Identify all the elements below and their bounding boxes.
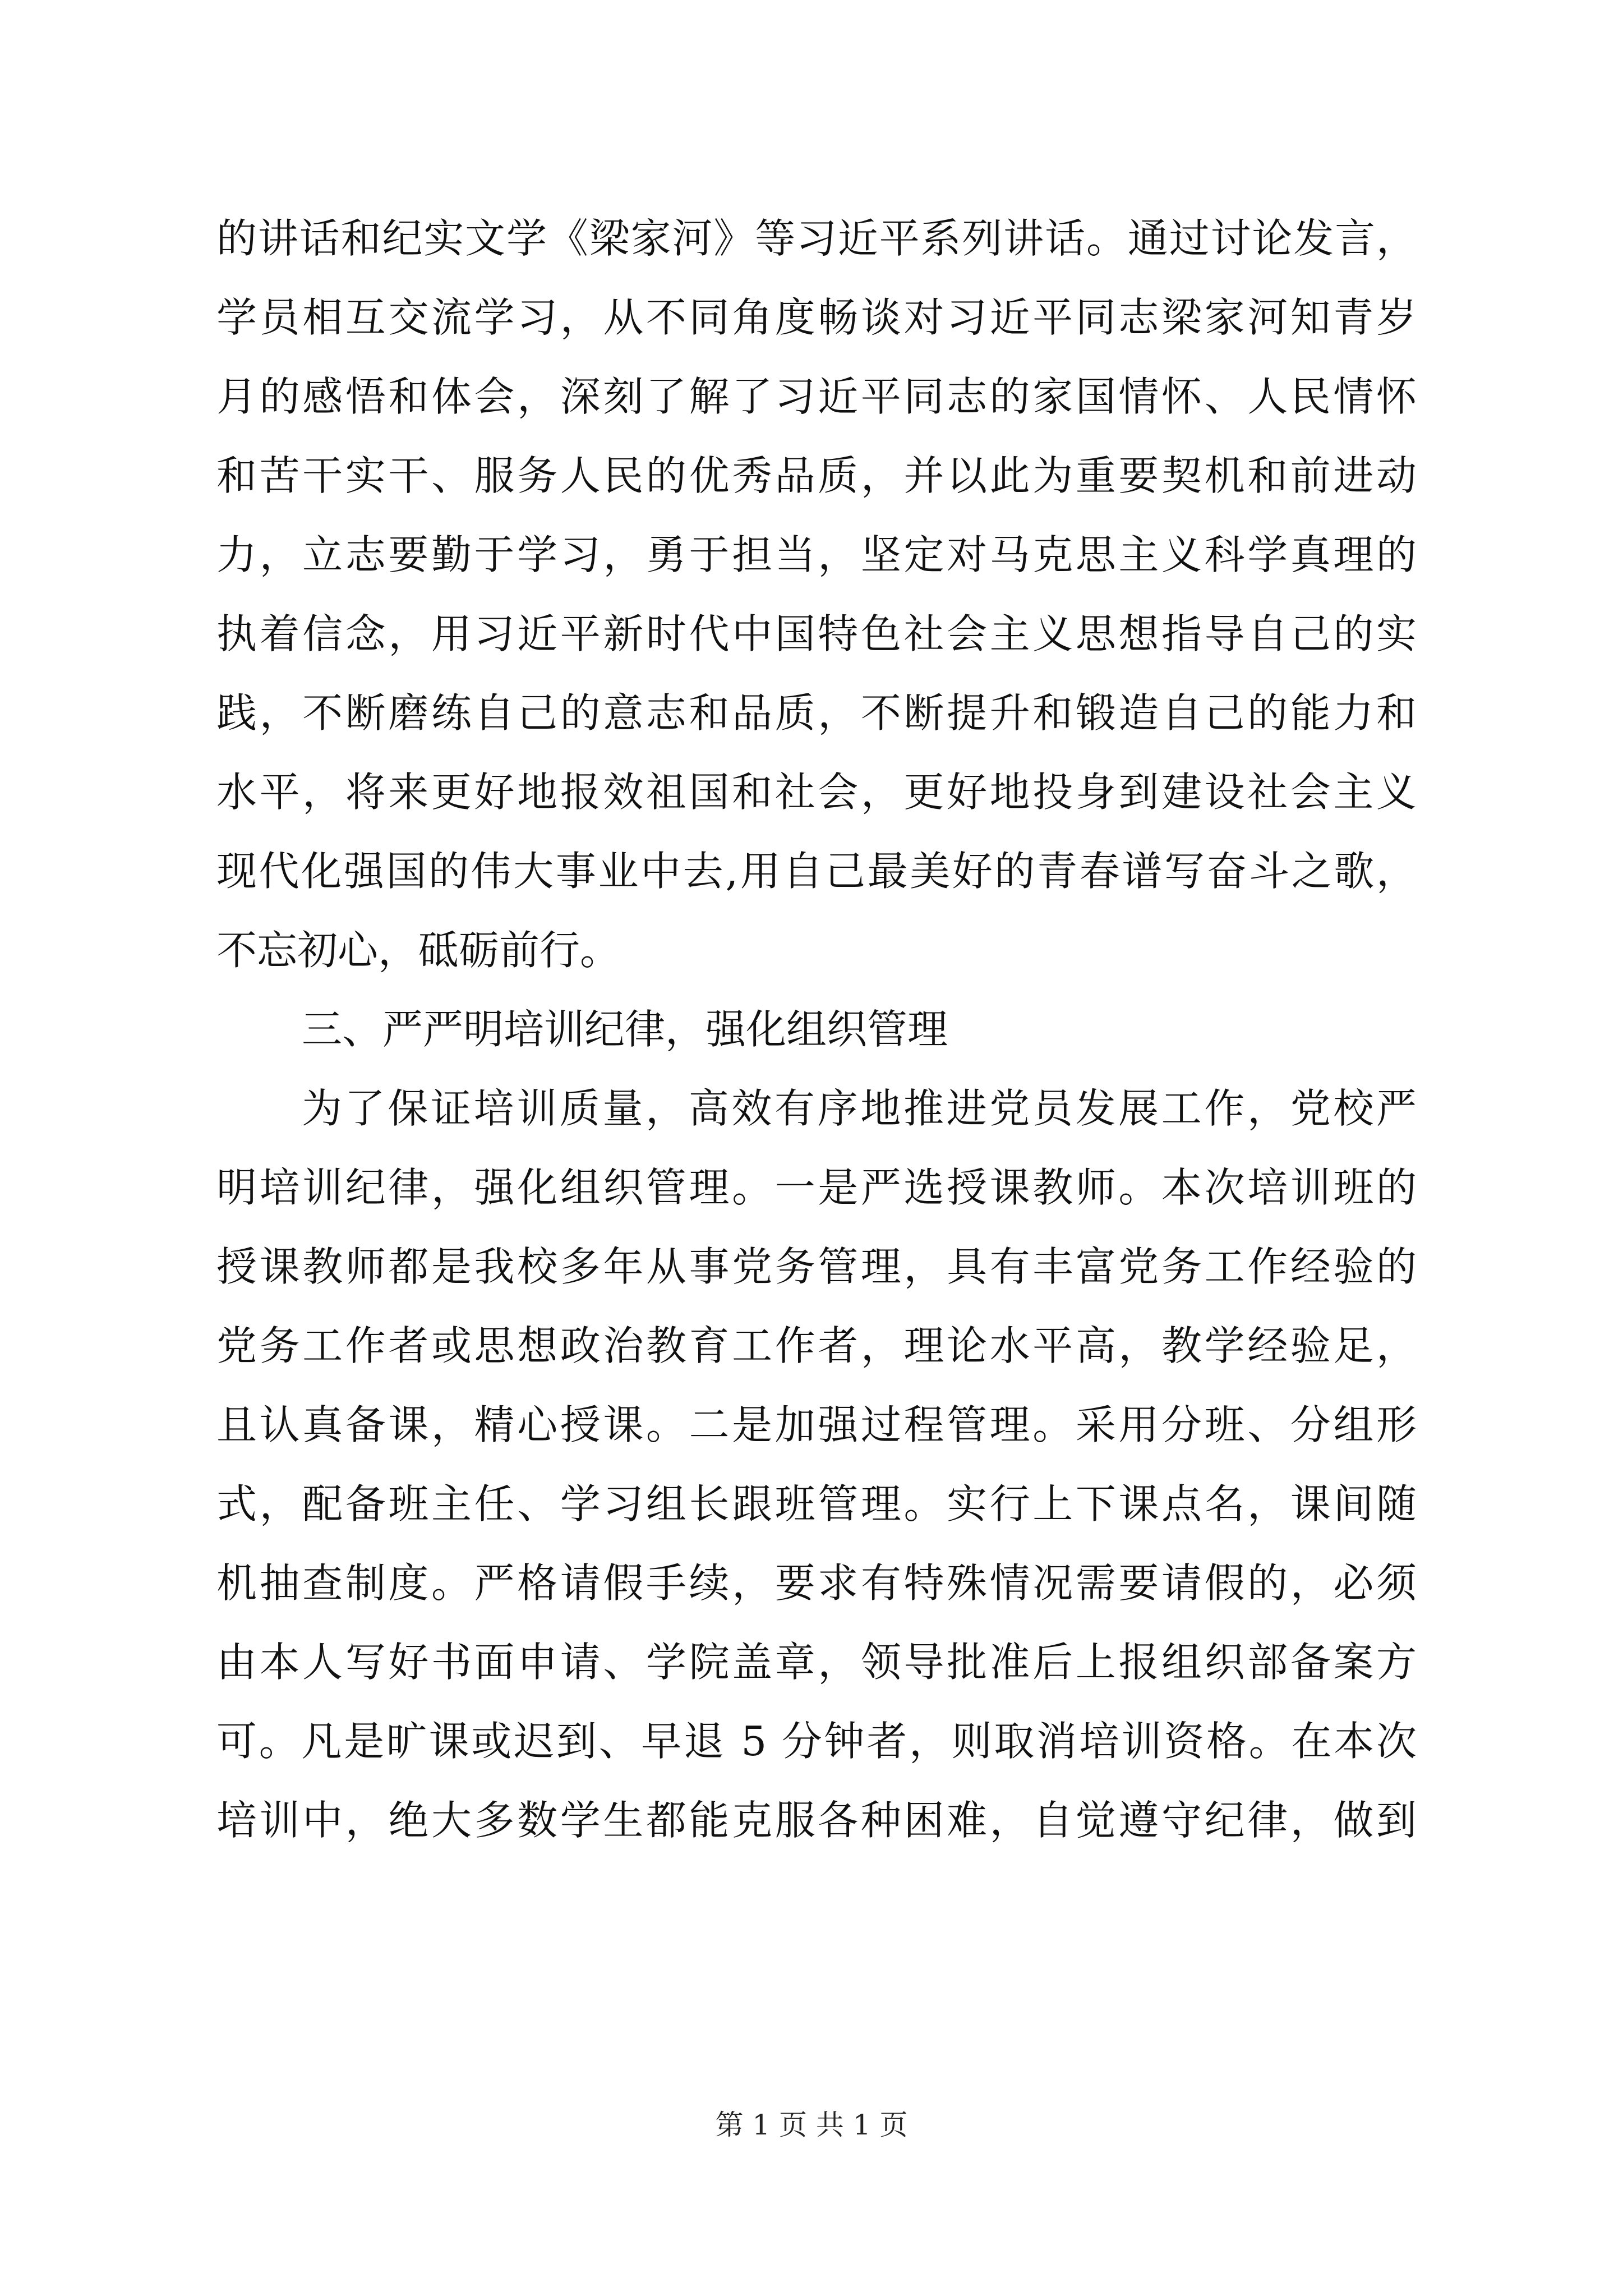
paragraph-line: 为了保证培训质量，高效有序地推进党员发展工作，党校严 [302,1085,1417,1132]
paragraph-line: 培训中，绝大多数学生都能克服各种困难，自觉遵守纪律，做到 [216,1797,1417,1844]
paragraph-line: 可。凡是旷课或迟到、早退 5 分钟者，则取消培训资格。在本次 [216,1718,1417,1765]
paragraph-line: 由本人写好书面申请、学院盖章，领导批准后上报组织部备案方 [216,1639,1417,1686]
paragraph-line: 学员相互交流学习，从不同角度畅谈对习近平同志梁家河知青岁 [216,294,1417,341]
page-footer [0,2108,1623,2142]
document-body [216,199,1417,1860]
paragraph-line: 水平，将来更好地报效祖国和社会，更好地投身到建设社会主义 [216,769,1417,816]
paragraph-line: 现代化强国的伟大事业中去,用自己最美好的青春谱写奋斗之歌， [216,848,1417,895]
paragraph-line: 明培训纪律，强化组织管理。一是严选授课教师。本次培训班的 [216,1164,1417,1211]
paragraph-line: 月的感悟和体会，深刻了解了习近平同志的家国情怀、人民情怀 [216,373,1417,420]
paragraph-line: 党务工作者或思想政治教育工作者，理论水平高，教学经验足， [216,1322,1417,1369]
paragraph-line: 执着信念，用习近平新时代中国特色社会主义思想指导自己的实 [216,610,1417,657]
paragraph-line: 不忘初心，砥砺前行。 [216,927,621,974]
section-heading: 三、严严明培训纪律，强化组织管理 [302,1006,948,1053]
paragraph-line: 的讲话和纪实文学《梁家河》等习近平系列讲话。通过讨论发言， [216,215,1417,262]
paragraph-line: 且认真备课，精心授课。二是加强过程管理。采用分班、分组形 [216,1401,1417,1448]
paragraph-line: 授课教师都是我校多年从事党务管理，具有丰富党务工作经验的 [216,1243,1417,1290]
paragraph-line: 力，立志要勤于学习，勇于担当，坚定对马克思主义科学真理的 [216,531,1417,578]
paragraph-line: 和苦干实干、服务人民的优秀品质，并以此为重要契机和前进动 [216,452,1417,499]
paragraph-line: 践，不断磨练自己的意志和品质，不断提升和锻造自己的能力和 [216,689,1417,737]
paragraph-line: 机抽查制度。严格请假手续，要求有特殊情况需要请假的，必须 [216,1559,1417,1607]
paragraph-line: 式，配备班主任、学习组长跟班管理。实行上下课点名，课间随 [216,1480,1417,1527]
page-number-label: 第 1 页 共 1 页 [715,2109,908,2141]
